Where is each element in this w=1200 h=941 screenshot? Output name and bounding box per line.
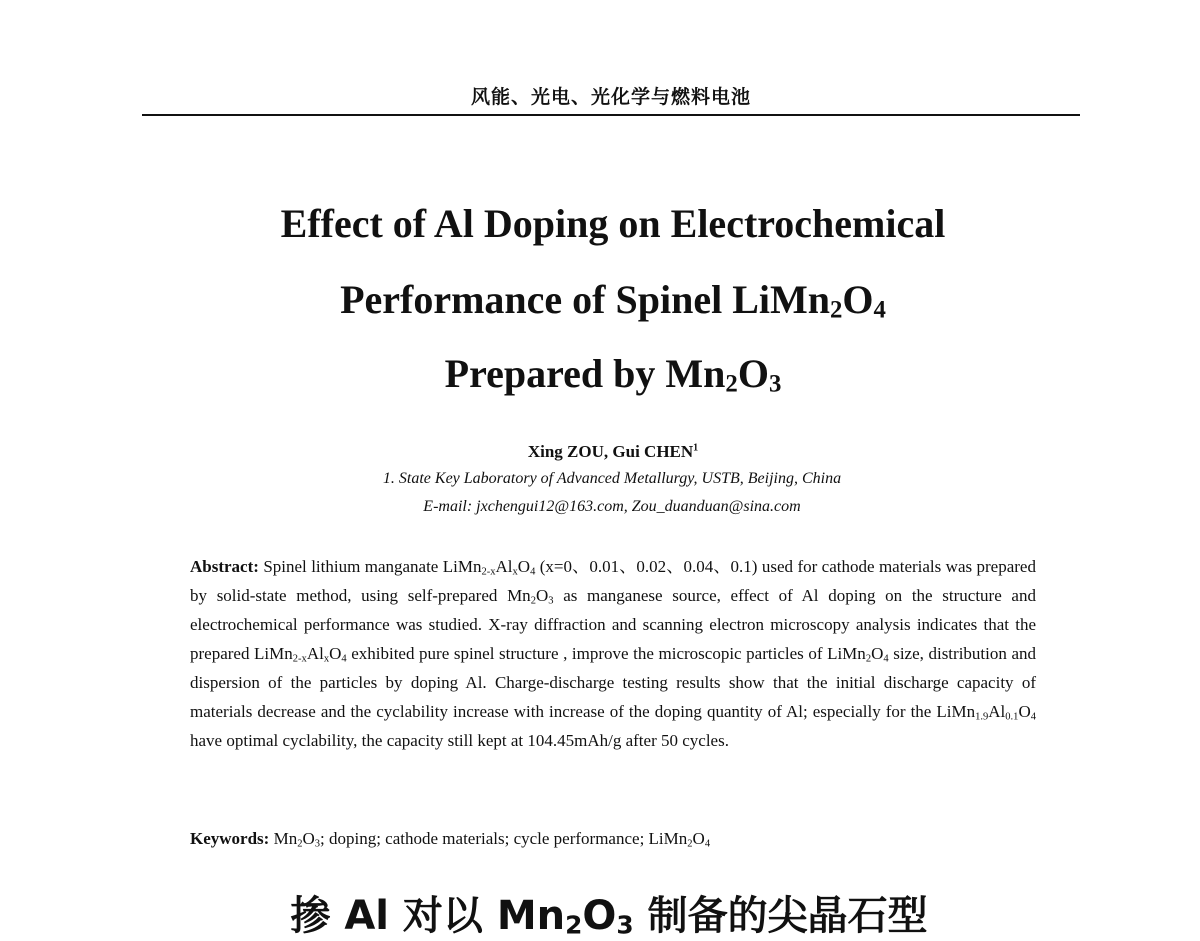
abstract-text: Spinel lithium manganate LiMn (258, 557, 482, 576)
keywords-text: ; doping; cathode materials; cycle performance; LiMn (320, 829, 688, 848)
title-line-1: Effect of Al Doping on Electrochemical (280, 201, 946, 246)
author-names: Xing ZOU, Gui CHEN (527, 442, 694, 461)
abstract-text: as manganese source, effect of Al doping on the structure and electrochemical performance was studied. X-ray diffraction and scanning electron microscopy analysis indicates that the prepared LiMn (190, 586, 1036, 663)
title-subscript: 2 (829, 296, 843, 324)
author-affil-mark: 1 (693, 442, 699, 454)
abstract-text: Al (306, 644, 324, 663)
title-text: Prepared by Mn (444, 351, 726, 396)
abstract-subscript: 0.1 (1005, 711, 1019, 723)
title-line-3 (0, 351, 1200, 398)
abstract-text: O (871, 644, 884, 663)
abstract-text: Al (988, 702, 1006, 721)
chinese-title-text: 掺 Al 对以 Mn (290, 893, 566, 939)
abstract-text: have optimal cyclability, the capacity still kept at 104.45mAh/g after 50 cycles. (190, 731, 729, 750)
abstract-subscript: 2 (865, 653, 872, 665)
affiliation: 1. State Key Laboratory of Advanced Metallurgy, USTB, Beijing, China (382, 470, 842, 487)
chinese-title-text: O (582, 893, 617, 939)
title-line-2 (0, 277, 1200, 324)
abstract-subscript: 4 (341, 653, 347, 665)
title-subscript: 4 (873, 296, 886, 324)
keywords-label: Keywords: (190, 829, 270, 848)
abstract-text: O (329, 644, 342, 663)
abstract-text: O (517, 557, 531, 576)
chinese-title-text: 制备的尖晶石型 (633, 893, 928, 939)
keywords (190, 829, 1036, 849)
keywords-subscript: 4 (704, 838, 711, 850)
abstract-text: size, distribution and dispersion of the particles by doping Al. Charge-discharge testing results show that the initial discharge capacity of materials decrease and the cyclability increase with increase of the doping quantity of Al; especially for the LiMn (190, 644, 1036, 721)
title-subscript: 3 (768, 370, 782, 398)
title-text: O (842, 277, 874, 322)
keywords-text: Mn (269, 829, 298, 848)
abstract-text: exhibited pure spinel structure , improve the microscopic particles of LiMn (346, 644, 866, 663)
keywords-text: O (692, 829, 705, 848)
abstract-subscript: 2-x (481, 566, 496, 578)
header-rule (142, 114, 1080, 116)
chinese-title-subscript: 3 (616, 910, 634, 940)
abstract-label: Abstract: (190, 557, 259, 576)
keywords-subscript: 3 (314, 838, 321, 850)
abstract-subscript: 3 (548, 595, 554, 607)
abstract-subscript: 4 (530, 566, 536, 578)
abstract-subscript: 4 (1030, 711, 1036, 723)
title-text: Performance of Spinel LiMn (340, 277, 830, 322)
abstract-subscript: 4 (883, 653, 889, 665)
abstract-subscript: 2-x (292, 653, 307, 665)
chinese-title-subscript: 2 (565, 910, 583, 940)
chinese-title (0, 893, 1200, 940)
abstract-text: (x=0、0.01、0.02、0.04、0.1) used for cathode materials was prepared by solid-state method, using self-prepared Mn (190, 557, 1036, 605)
abstract (190, 552, 1036, 755)
keywords-text: O (302, 829, 315, 848)
abstract-subscript: 1.9 (975, 711, 989, 723)
keywords-subscript: 2 (297, 838, 303, 850)
title-subscript: 2 (725, 370, 738, 398)
authors (0, 442, 1200, 462)
abstract-text: O (535, 586, 549, 605)
abstract-subscript: x (323, 653, 330, 665)
abstract-subscript: 2 (530, 595, 536, 607)
abstract-subscript: x (512, 566, 518, 578)
abstract-text: Al (495, 557, 513, 576)
abstract-text: O (1018, 702, 1031, 721)
keywords-subscript: 2 (687, 838, 693, 850)
title-text: O (737, 351, 769, 396)
email-line: E-mail: jxchengui12@163.com, Zou_duanduan@sina.com (423, 498, 801, 515)
running-head: 风能、光电、光化学与燃料电池 (470, 86, 751, 108)
